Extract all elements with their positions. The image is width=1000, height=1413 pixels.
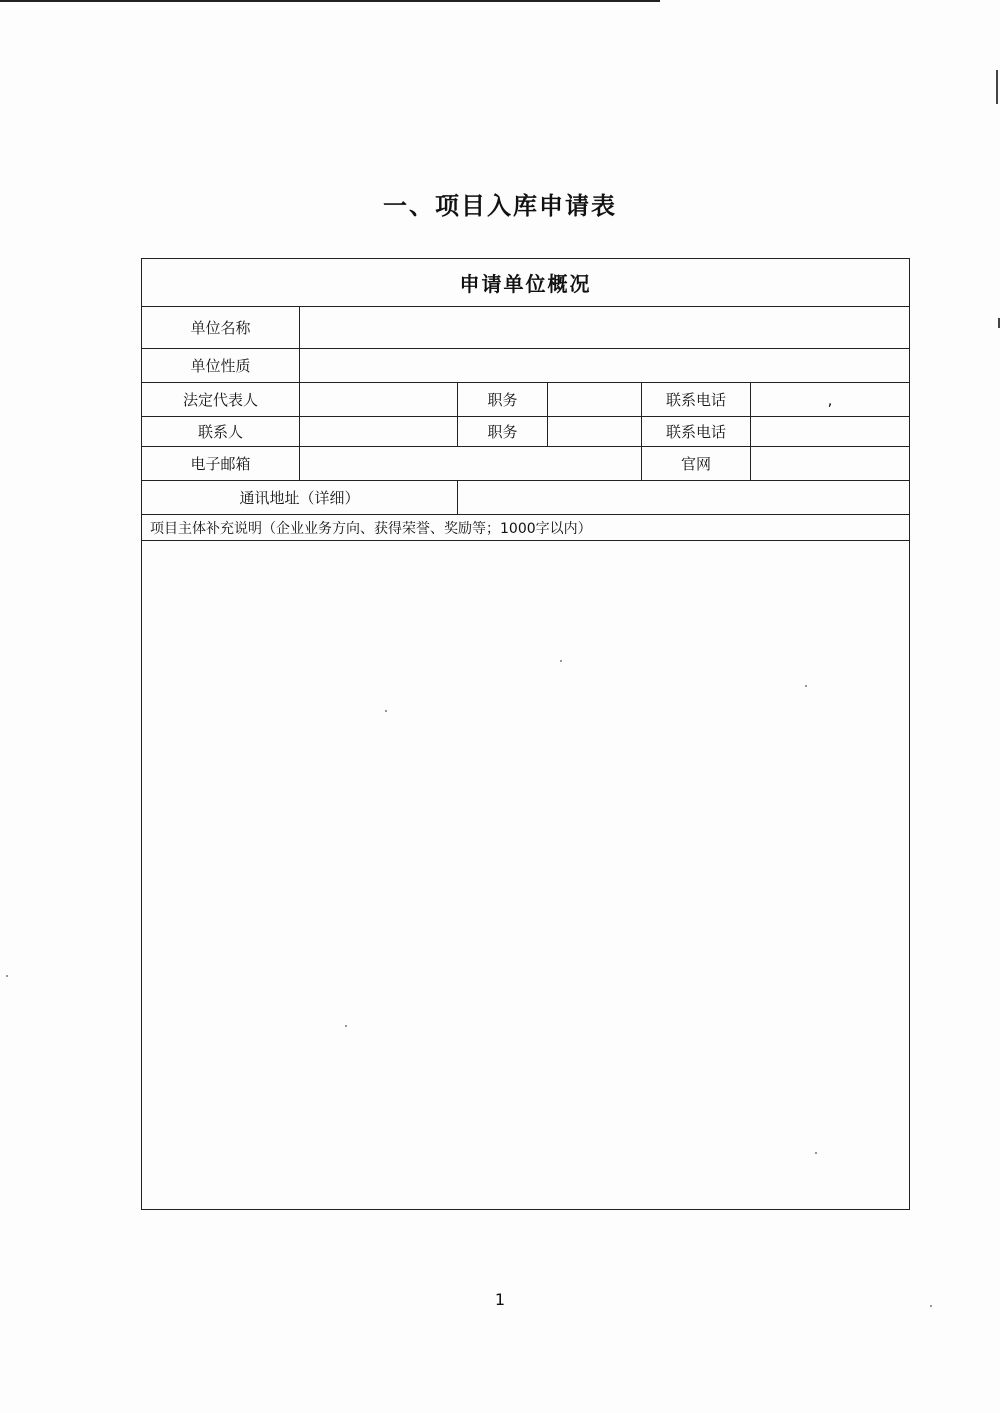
address-row <box>142 481 910 515</box>
note-label-row <box>142 515 910 541</box>
website-field[interactable] <box>751 447 910 481</box>
legal-rep-field[interactable] <box>300 383 458 417</box>
unit-nature-row <box>142 349 910 383</box>
application-form-table <box>141 258 910 1210</box>
contact-label: 联系人 <box>142 417 300 447</box>
website-label: 官网 <box>642 447 751 481</box>
scan-speck <box>560 660 562 662</box>
contact-field[interactable] <box>300 417 458 447</box>
note-body-row <box>142 541 910 1210</box>
legal-rep-row <box>142 383 910 417</box>
supplementary-note-field[interactable] <box>142 541 910 1210</box>
unit-nature-field[interactable] <box>300 349 910 383</box>
contact-phone-field[interactable] <box>751 417 910 447</box>
legal-rep-position-label: 职务 <box>458 383 548 417</box>
supplementary-note-label: 项目主体补充说明（企业业务方向、获得荣誉、奖励等；1000字以内） <box>142 515 910 541</box>
contact-position-field[interactable] <box>548 417 642 447</box>
page-title: 一、项目入库申请表 <box>383 192 617 220</box>
legal-rep-phone-label: 联系电话 <box>642 383 751 417</box>
legal-rep-phone-field[interactable]: , <box>751 383 910 417</box>
scan-speck <box>345 1025 347 1027</box>
email-label: 电子邮箱 <box>142 447 300 481</box>
contact-position-label: 职务 <box>458 417 548 447</box>
section-header: 申请单位概况 <box>142 259 910 307</box>
scan-speck <box>805 685 807 687</box>
contact-row <box>142 417 910 447</box>
contact-phone-label: 联系电话 <box>642 417 751 447</box>
email-row <box>142 447 910 481</box>
scan-speck <box>930 1305 932 1307</box>
scan-speck <box>815 1152 817 1154</box>
top-edge-rule <box>0 0 660 2</box>
scan-edge-mark <box>996 70 998 104</box>
unit-name-label: 单位名称 <box>142 307 300 349</box>
email-field[interactable] <box>300 447 642 481</box>
unit-name-field[interactable] <box>300 307 910 349</box>
legal-rep-label: 法定代表人 <box>142 383 300 417</box>
address-field[interactable] <box>458 481 910 515</box>
legal-rep-position-field[interactable] <box>548 383 642 417</box>
scan-speck <box>6 975 8 977</box>
unit-name-row <box>142 307 910 349</box>
section-header-row <box>142 259 910 307</box>
unit-nature-label: 单位性质 <box>142 349 300 383</box>
scan-speck <box>385 710 387 712</box>
page-number: 1 <box>494 1290 506 1309</box>
address-label: 通讯地址（详细） <box>142 481 458 515</box>
